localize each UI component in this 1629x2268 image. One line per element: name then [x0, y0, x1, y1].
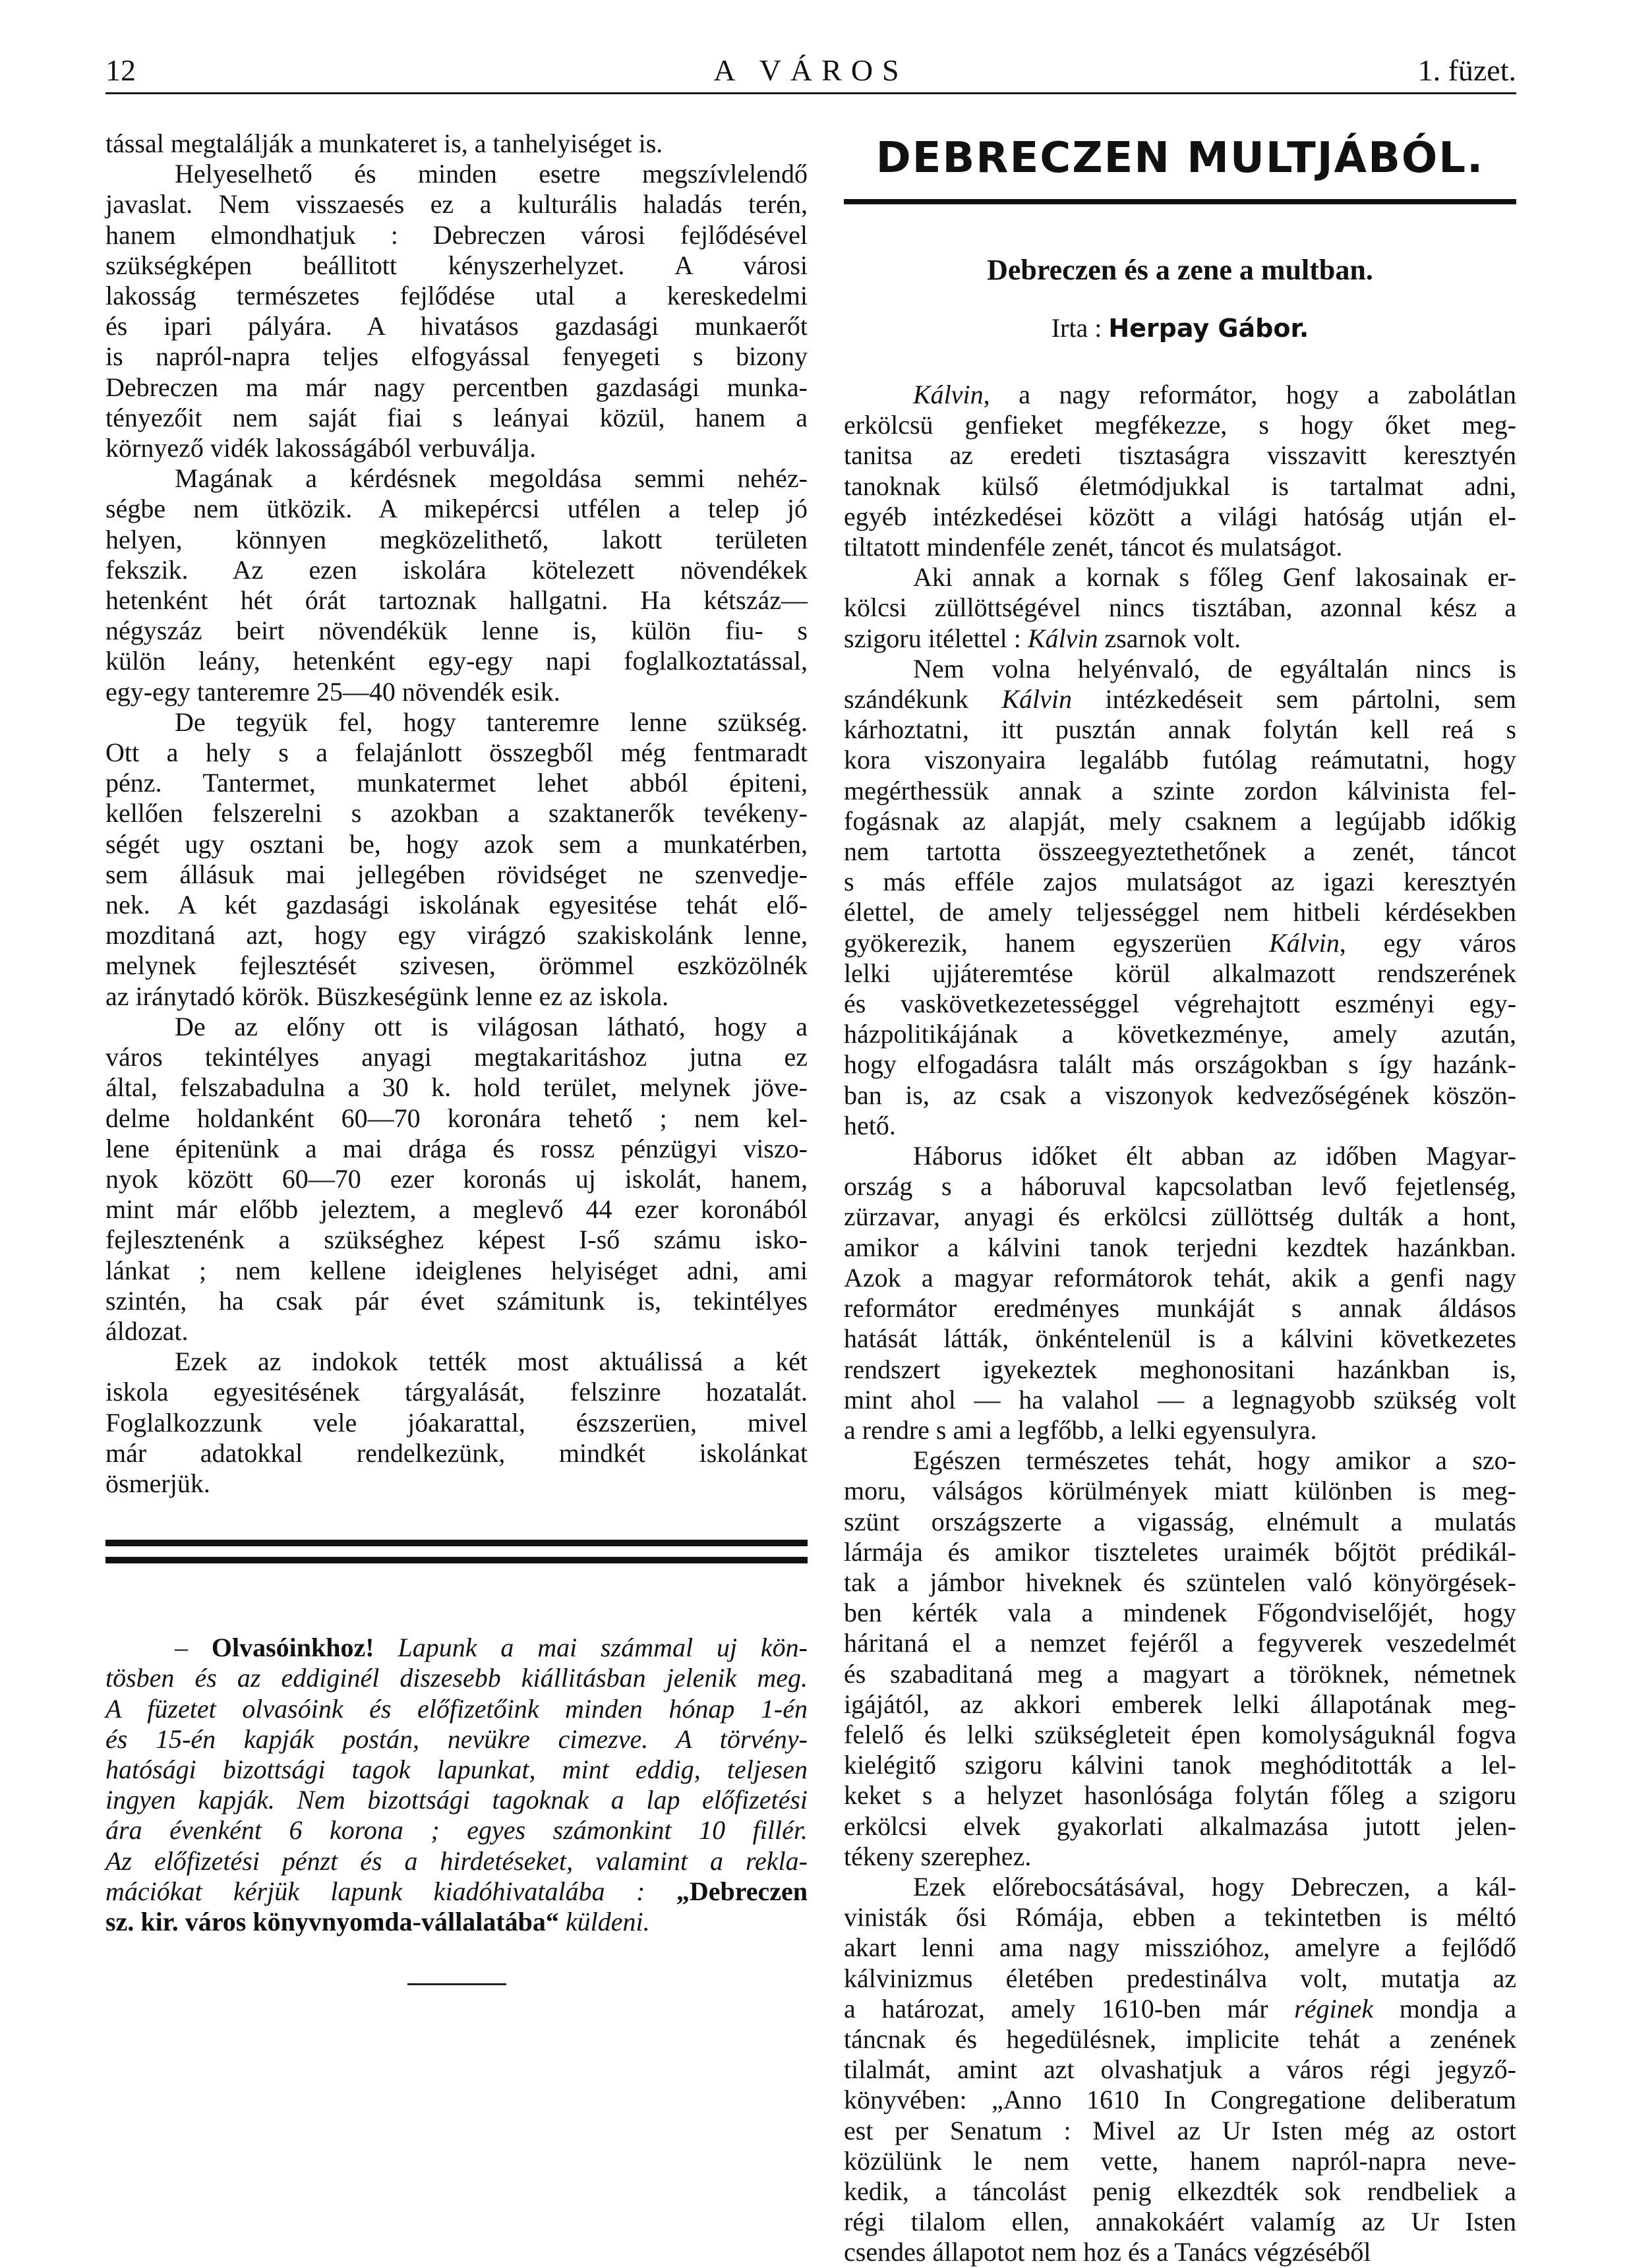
text-run: vinisták ősi Rómája, ebben a tekintetben is méltó — [844, 1902, 1516, 1933]
text-run: moru, válságos körülmények miatt különben is meg- — [844, 1476, 1516, 1506]
text-line — [844, 745, 1516, 775]
text-run: s más efféle zajos mulatságot az igazi keresztyén — [844, 867, 1516, 897]
text-run: mint ahol — ha valahol — a legnagyobb szükség volt — [844, 1384, 1516, 1414]
text-line: kellően felszerelni s azokban a szaktanerők tevékeny- — [105, 798, 808, 829]
text-line — [844, 1445, 1516, 1476]
text-run: ára évenként 6 korona ; egyes számonkint 10 fillér. — [105, 1815, 808, 1846]
text-line — [844, 2176, 1516, 2207]
text-run: Egészen természetes tehát, hogy amikor a szo- — [913, 1445, 1516, 1476]
text-line: és ipari pályára. A hivatásos gazdasági munkaerőt — [105, 311, 808, 341]
text-run: amikor a kálvini tanok terjedni kezdtek hazánkban. — [844, 1232, 1516, 1262]
text-line — [844, 2116, 1516, 2146]
text-line — [844, 1780, 1516, 1811]
text-line: sem állásuk mai jellegében rövidséget ne szenvedje- — [105, 859, 808, 889]
paragraph — [844, 562, 1516, 654]
paragraph — [844, 1872, 1516, 2268]
text-line: hetenként hét órát tartoznak hallgatni. Ha kétszáz— — [105, 585, 808, 616]
text-run: A füzetet olvasóink és előfizetőink minden hónap 1-én — [105, 1693, 808, 1724]
text-run: Kálvin — [913, 380, 984, 409]
text-run: gyökerezik, hanem egyszerüen — [844, 927, 1270, 958]
paragraph — [105, 463, 808, 707]
text-run: hogy elfogadásra talált más országokban s így hazánk- — [844, 1049, 1516, 1080]
text-line — [844, 1385, 1516, 1415]
text-run: tiltatott mindenféle zenét, táncot és mulatságot. — [844, 532, 1343, 562]
text-line — [844, 1323, 1516, 1354]
notice-line — [105, 1846, 808, 1876]
left-article-body — [105, 129, 808, 1499]
text-line: tással megtalálják a munkateret is, a tanhelyiséget is. — [105, 129, 663, 158]
byline-author: Herpay Gábor. — [1108, 314, 1309, 343]
text-line — [844, 1902, 1516, 1933]
text-line — [844, 1628, 1516, 1658]
text-run: hatósági bizottsági tagok lapunkat, mint eddig, teljesen — [105, 1754, 808, 1784]
text-line: Foglalkozzunk vele jóakarattal, észszerüen, mivel — [105, 1407, 808, 1438]
text-line — [844, 776, 1516, 806]
text-line: által, felszabadulna a 30 k. hold terület, melynek jöve- — [105, 1072, 808, 1103]
text-run: közülünk le nem vette, hanem napról-napra neve- — [844, 2145, 1516, 2176]
issue-label: 1. füzet. — [1417, 53, 1516, 87]
text-line — [844, 654, 1516, 684]
text-run: Azok a magyar reformátorok tehát, akik a genfi nagy — [844, 1262, 1516, 1293]
text-run: Kálvin — [1269, 927, 1340, 958]
byline-prefix: Irta : — [1051, 313, 1102, 343]
text-line — [844, 1994, 1516, 2024]
text-line — [844, 1659, 1516, 1689]
text-line — [844, 806, 1516, 836]
text-line — [844, 2024, 1516, 2054]
text-run: Háborus időket élt abban az időben Magyar- — [913, 1141, 1516, 1171]
text-line: Magának a kérdésnek megoldása semmi nehéz- — [175, 463, 808, 494]
text-line — [844, 593, 1516, 623]
text-line — [844, 2207, 1516, 2237]
text-line: lánkat ; nem kellene ideiglenes helyiséget adni, ami — [105, 1255, 808, 1285]
text-run: mondja a — [1373, 1993, 1517, 2023]
text-run: fogásnak az alapját, mely csaknem a legújabb időkig — [844, 805, 1516, 836]
text-line: Ott a hely s a felajánlott összegből még fentmaradt — [105, 738, 808, 768]
right-article-body — [844, 380, 1516, 2268]
text-line — [844, 1689, 1516, 1720]
text-run: táncnak és hegedülésnek, implicite tehát a zenének — [844, 2023, 1516, 2054]
running-header — [105, 46, 1516, 99]
text-line — [844, 2237, 1516, 2267]
text-line — [844, 836, 1516, 867]
text-line: egy-egy tanteremre 25—40 növendék esik. — [105, 676, 560, 707]
text-line: fekszik. Az ezen iskolára kötelezett növendékek — [105, 554, 808, 585]
text-run: Olvasóinkhoz! — [211, 1633, 374, 1663]
text-run: „Debreczen — [676, 1876, 808, 1906]
text-line: ségét ugy osztani be, hogy azok sem a munkatérben, — [105, 829, 808, 859]
text-line — [844, 1293, 1516, 1323]
text-line — [844, 897, 1516, 927]
text-run: tilalmát, amint azt olvashatjuk a város régi jegyző- — [844, 2054, 1516, 2085]
text-line — [844, 410, 1516, 440]
text-run: réginek — [1294, 1993, 1374, 2023]
text-line: delme holdanként 60—70 koronára tehető ; nem kel- — [105, 1103, 808, 1133]
text-line — [844, 1507, 1516, 1537]
text-line: hanem elmondhatjuk : Debreczen városi fejlődésével — [105, 219, 808, 250]
text-line: ösmerjük. — [105, 1468, 210, 1498]
text-line — [844, 1750, 1516, 1780]
text-line — [844, 1049, 1516, 1080]
notice-line — [105, 1694, 808, 1724]
text-run: lármája és amikor tiszteletes uraimék bőjtöt prédikál- — [844, 1536, 1516, 1567]
text-run: és szabaditaná meg a magyart a töröknek, németnek — [844, 1658, 1516, 1689]
text-run: ország s a háboruval kapcsolatban levő fejetlenség, — [844, 1171, 1516, 1202]
text-line: az iránytadó körök. Büszkeségünk lenne ez az iskola. — [105, 981, 669, 1011]
text-run: erkölcsü genfieket megfékezze, s hogy őket meg- — [844, 410, 1516, 440]
text-line: iskola egyesitésének tárgyalását, felszinre hozatalát. — [105, 1377, 808, 1407]
text-run: est per Senatum : Mivel az Ur Isten még az ostort — [844, 2115, 1516, 2145]
text-line — [844, 624, 1516, 654]
text-line: lakosság természetes fejlődése utal a kereskedelmi — [105, 281, 808, 311]
text-line: külön leány, hetenként egy-egy napi foglalkoztatással, — [105, 646, 808, 676]
text-line — [844, 1233, 1516, 1263]
text-run: tanoknak külső életmódjukkal is tartalmat adni, — [844, 471, 1516, 501]
text-run: Kálvin — [1001, 684, 1072, 714]
text-run: a határozat, amely 1610-ben már — [844, 1993, 1295, 2023]
paragraph — [105, 707, 808, 1012]
text-line — [844, 2146, 1516, 2176]
text-line — [844, 1598, 1516, 1628]
notice-line — [105, 1724, 808, 1755]
text-line: város tekintélyes anyagi megtakaritáshoz jutna ez — [105, 1042, 808, 1072]
text-line: környező vidék lakosságából verbuválja. — [105, 433, 537, 463]
text-run: szünt országszerte a vigasság, elnémult a mulatás — [844, 1506, 1516, 1536]
paragraph — [844, 380, 1516, 562]
page-number: 12 — [105, 53, 136, 87]
notice-line — [105, 1815, 808, 1846]
text-line: De tegyük fel, hogy tanteremre lenne szükség. — [175, 707, 808, 737]
text-run: – — [175, 1633, 212, 1663]
text-line: már adatokkal rendelkezünk, mindkét iskolánkat — [105, 1438, 808, 1468]
text-line: javaslat. Nem visszaesés ez a kulturális haladás terén, — [105, 189, 808, 219]
text-run: szigoru itélettel : — [844, 623, 1028, 653]
text-line — [844, 380, 1516, 410]
text-line — [844, 1141, 1516, 1171]
text-run: hető. — [844, 1110, 896, 1140]
text-line — [844, 1263, 1516, 1293]
text-run: kedik, a táncolást penig elkezdték sok rendbeliek a — [844, 2176, 1516, 2206]
text-run: reformátor eredményes munkáját s annak áldásos — [844, 1293, 1516, 1323]
text-run: küldeni. — [558, 1906, 650, 1936]
text-line — [844, 1963, 1516, 1994]
text-run: a rendre s ami a legfőbb, a lelki egyensulyra. — [844, 1414, 1317, 1445]
text-run: háritaná el a nemzet fejéről a fegyverek veszedelmét — [844, 1628, 1516, 1658]
text-line — [844, 1872, 1516, 1902]
text-line — [844, 1567, 1516, 1598]
notice-line — [105, 1907, 808, 1937]
paragraph — [105, 129, 808, 159]
text-run: Ezek előrebocsátásával, hogy Debreczen, a kál- — [913, 1871, 1516, 1902]
text-run: Aki annak a kornak s főleg Genf lakosainak er- — [913, 562, 1516, 593]
text-run: ingyen kapják. Nem bizottsági tagoknak a lap előfizetési — [105, 1785, 808, 1815]
text-line: helyen, könnyen megközelithető, lakott területen — [105, 524, 808, 554]
byline — [844, 310, 1516, 347]
notice-line — [105, 1785, 808, 1815]
text-run: igájától, az akkori emberek lelki állapotának meg- — [844, 1689, 1516, 1719]
paragraph — [105, 159, 808, 463]
text-run: sz. kir. város könyvnyomda-vállalatába“ — [105, 1906, 559, 1936]
notice-line — [105, 1755, 808, 1785]
text-run: szándékunk — [844, 684, 1002, 714]
article-title: Debreczen és a zene a multban. — [987, 254, 1373, 286]
text-line — [844, 1202, 1516, 1232]
text-line: De az előny ott is világosan látható, hogy a — [175, 1011, 808, 1041]
text-line: Helyeselhető és minden esetre megszívlelendő — [175, 159, 808, 189]
paragraph — [105, 1347, 808, 1499]
text-run: felelő és lelki szükségleteit épen komolyságuknál fogva — [844, 1719, 1516, 1749]
text-run: hatását látták, önkéntelenül is a kálvini következetes — [844, 1323, 1516, 1354]
text-run: mációkat kérjük lapunk kiadóhivatalába : — [105, 1876, 676, 1906]
section-heading: DEBRECZEN MULTJÁBÓL. — [875, 134, 1485, 183]
text-line: Debreczen ma már nagy percentben gazdasági munka- — [105, 372, 808, 402]
header-rule — [105, 92, 1516, 94]
text-line: tényezőit nem saját fiai s leányai közül, hanem a — [105, 402, 808, 432]
text-line: szükségképen beállitott kényszerhelyzet. A városi — [105, 250, 808, 280]
text-run: ben kérték vala a mindenek Főgondviselőjét, hogy — [844, 1598, 1516, 1628]
text-run: tanitsa az eredeti tisztaságra visszavitt keresztyén — [844, 440, 1516, 471]
text-run: egyéb intézkedései között a világi hatóság utján el- — [844, 501, 1516, 531]
section-heading-rule — [844, 199, 1516, 204]
text-run: Lapunk a mai számmal uj kön- — [374, 1633, 808, 1663]
text-line: mozditaná azt, hogy egy virágzó szakiskolánk lenne, — [105, 920, 808, 950]
text-line — [844, 958, 1516, 989]
text-run: és vaskövetkezetességgel végrehajtott eszményi egy- — [844, 989, 1516, 1019]
text-line: nek. A két gazdasági iskolának egyesitése tehát elő- — [105, 890, 808, 920]
text-run: kölcsi züllöttségével nincs tisztában, azonnal kész a — [844, 593, 1516, 623]
right-column — [844, 129, 1516, 2268]
text-run: tak a jámbor hiveknek és szüntelen való könyörgések- — [844, 1567, 1516, 1597]
left-column — [105, 129, 808, 1985]
text-run: kálvinizmus életében predestinálva volt, mutatja az — [844, 1963, 1516, 1993]
text-line — [844, 1842, 1516, 1872]
text-line: melynek fejlesztését szivesen, örömmel eszközölnék — [105, 950, 808, 981]
text-run: megérthessük annak a szinte zordon kálvinista fel- — [844, 775, 1516, 805]
text-run: nem tartotta összeegyeztethetőnek a zenét, táncot — [844, 836, 1516, 867]
text-line — [844, 1537, 1516, 1567]
text-run: kárhoztatni, itt pusztán annak folytán kell reá s — [844, 714, 1516, 745]
text-line — [844, 1019, 1516, 1049]
text-line — [844, 928, 1516, 958]
publication-title: A VÁROS — [713, 53, 908, 87]
text-run: , a nagy reformátor, hogy a zabolátlan — [983, 380, 1516, 409]
text-line — [844, 1111, 1516, 1141]
text-line — [844, 684, 1516, 714]
text-line: mint már előbb jeleztem, a meglevő 44 ezer koronából — [105, 1194, 808, 1225]
text-run: régi tilalom ellen, annakokáért valamíg az Ur Isten — [844, 2207, 1516, 2237]
text-run: erkölcsi elvek gyakorlati alkalmazása jutott jelen- — [844, 1811, 1516, 1841]
text-run: rendszert igyekeztek meghonositani hazánkban is, — [844, 1354, 1516, 1384]
text-run: keket s a helyzet hasonlósága folytán főleg a szigoru — [844, 1780, 1516, 1811]
text-run: tékeny szerephez. — [844, 1841, 1032, 1871]
text-line — [844, 1080, 1516, 1111]
text-line — [844, 1811, 1516, 1842]
notice-line — [105, 1633, 808, 1663]
text-run: házpolitikájának a következménye, amely azután, — [844, 1019, 1516, 1049]
text-line — [844, 2085, 1516, 2115]
paragraph — [844, 1141, 1516, 1445]
readers-notice — [105, 1633, 808, 1937]
text-line — [844, 502, 1516, 532]
text-run: kora viszonyaira legalább futólag reámutatni, hogy — [844, 745, 1516, 775]
text-line: lene épitenünk a mai drága és rossz pénzügyi viszo- — [105, 1133, 808, 1163]
text-line — [844, 1933, 1516, 1963]
notice-line — [105, 1876, 808, 1907]
text-run: kielégitő szigoru kálvini tanok meghóditották a lel- — [844, 1750, 1516, 1780]
text-run: , egy város — [1339, 927, 1516, 958]
text-line — [844, 1415, 1516, 1445]
text-line — [844, 1476, 1516, 1506]
text-line: négyszáz beirt növendékük lenne is, külön fiu- s — [105, 616, 808, 646]
text-line: ségbe nem ütközik. A mikepércsi utfélen a telep jó — [105, 494, 808, 524]
text-line: is napról-napra teljes elfogyással fenyegeti s bizony — [105, 341, 808, 372]
text-line: nyok között 60—70 ezer koronás uj iskolát, hanem, — [105, 1163, 808, 1194]
text-line: áldozat. — [105, 1316, 189, 1346]
text-line — [844, 867, 1516, 897]
text-line — [844, 532, 1516, 562]
text-line — [844, 2054, 1516, 2085]
double-rule-divider — [105, 1540, 808, 1563]
text-line — [844, 562, 1516, 593]
text-line — [844, 1171, 1516, 1202]
paragraph — [105, 1012, 808, 1347]
text-line — [844, 1354, 1516, 1385]
text-line: pénz. Tantermet, munkatermet lehet abból épiteni, — [105, 768, 808, 798]
text-run: élettel, de amely teljességgel nem hitbeli kérdésekben — [844, 897, 1516, 927]
text-line: fejlesztenénk a szükséghez képest I-ső számu isko- — [105, 1225, 808, 1255]
text-run: lelki ujjáteremtése körül alkalmazott rendszerének — [844, 958, 1516, 988]
text-line — [844, 440, 1516, 471]
text-run: és 15-én kapják postán, nevükre cimezve. A törvény- — [105, 1724, 808, 1754]
text-run: Az előfizetési pénzt és a hirdetéseket, valamint a rekla- — [105, 1846, 808, 1876]
text-run: zürzavar, anyagi és erkölcsi züllöttség dulták a hont, — [844, 1202, 1516, 1232]
text-run: csendes állapotot nem hoz és a Tanács végzéséből — [844, 2237, 1371, 2267]
text-line: szintén, ha csak pár évet számitunk is, tekintélyes — [105, 1285, 808, 1316]
text-run: tösben és az eddiginél diszesebb kiállitásban jelenik meg. — [105, 1663, 808, 1693]
text-line — [844, 471, 1516, 502]
text-line — [844, 1720, 1516, 1750]
text-run: zsarnok volt. — [1098, 623, 1241, 653]
text-run: akart lenni ama nagy misszióhoz, amelyre a fejlődő — [844, 1933, 1516, 1963]
text-line: Ezek az indokok tették most aktuálissá a két — [175, 1347, 808, 1377]
text-run: ban is, az csak a viszonyok kedvezőségének köszön- — [844, 1080, 1516, 1110]
text-line — [844, 989, 1516, 1019]
text-line — [844, 714, 1516, 745]
text-run: Kálvin — [1027, 623, 1098, 653]
paragraph — [844, 654, 1516, 1141]
text-run: könyvében: „Anno 1610 In Congregatione deliberatum — [844, 2085, 1516, 2115]
short-rule-divider — [407, 1983, 506, 1985]
paragraph — [844, 1445, 1516, 1872]
text-run: Nem volna helyénvaló, de egyáltalán nincs is — [913, 653, 1516, 683]
text-run: intézkedéseit sem pártolni, sem — [1071, 684, 1516, 714]
notice-line — [105, 1663, 808, 1693]
